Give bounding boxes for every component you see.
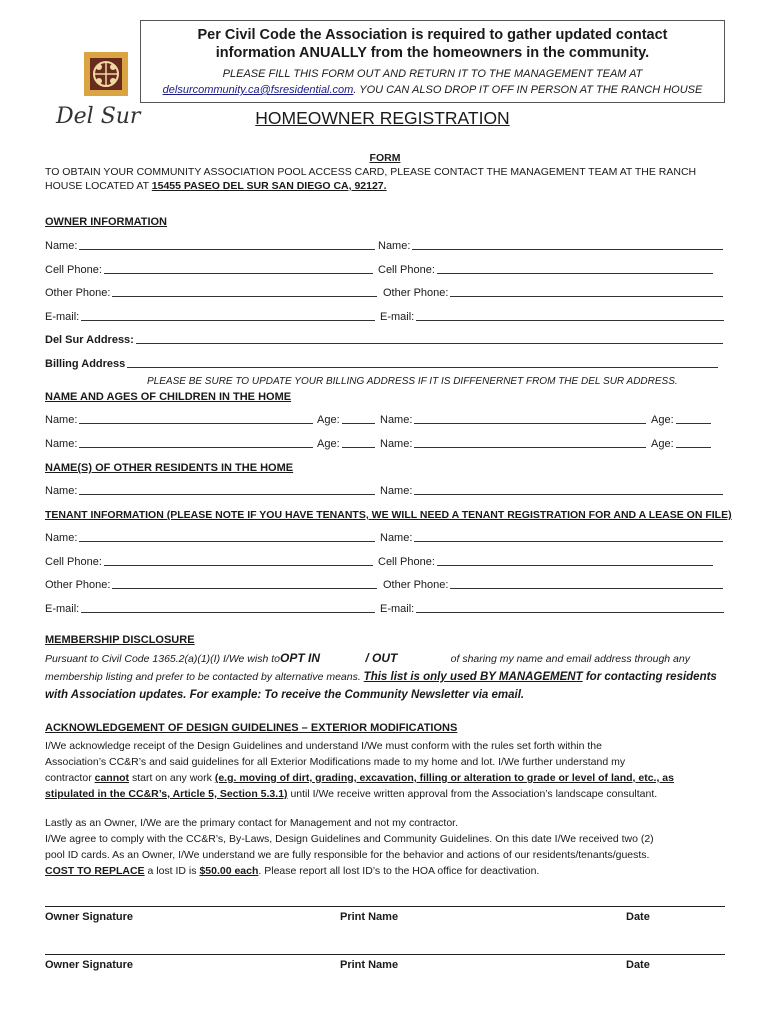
ack-bold-text: stipulated in the CC&R’s, Article 5, Section 5.3.1)	[45, 788, 288, 800]
field-label: Name:	[380, 414, 413, 426]
owner-signature-label-2: Owner Signature	[45, 959, 134, 971]
owner-other-phone-field-2[interactable]	[383, 287, 725, 299]
field-label: Cell Phone:	[378, 556, 435, 568]
owner-name-field-2[interactable]	[378, 240, 725, 252]
signature-line-1[interactable]	[45, 906, 725, 907]
replacement-price: $50.00 each	[199, 865, 259, 877]
ack-line	[45, 770, 725, 786]
resident-name-field-2[interactable]	[380, 485, 725, 497]
field-label: E-mail:	[45, 603, 80, 615]
owner-info-heading: OWNER INFORMATION	[45, 216, 168, 228]
notice-contact-rest: . YOU CAN ALSO DROP IT OFF IN PERSON AT THE RANCH HOUSE	[353, 84, 703, 96]
closing-line: pool ID cards. As an Owner, I/We understand we are fully responsible for the behavior and actions of our residents/tenants/guests.	[45, 849, 650, 861]
tenant-email-field-2[interactable]	[380, 603, 726, 615]
field-label: Other Phone:	[383, 287, 449, 299]
field-label: E-mail:	[380, 603, 415, 615]
child-age-field-4[interactable]	[651, 438, 713, 450]
other-residents-heading: NAME(S) OF OTHER RESIDENTS IN THE HOME	[45, 462, 294, 474]
ack-bold-text: (e.g. moving of dirt, grading, excavation, filling or alteration to grade or level of land, etc., as	[214, 772, 674, 784]
membership-text: Pursuant to Civil Code 1365.2(a)(1)(I) I/We wish to	[45, 653, 280, 665]
notice-contact	[141, 84, 724, 96]
ranch-house-address: 15455 PASEO DEL SUR SAN DIEGO CA, 92127.	[151, 180, 387, 192]
tenant-cell-field-1[interactable]	[45, 556, 375, 568]
children-heading: NAME AND AGES OF CHILDREN IN THE HOME	[45, 391, 292, 403]
opt-in-label: OPT IN	[279, 651, 320, 665]
ack-paragraph	[45, 738, 725, 802]
field-label: Name:	[378, 240, 411, 252]
child-name-field-3[interactable]	[45, 438, 315, 450]
field-label: Cell Phone:	[45, 264, 102, 276]
membership-text: of sharing my name and email address through any	[450, 653, 690, 665]
tenant-info-heading: TENANT INFORMATION (PLEASE NOTE IF YOU HAVE TENANTS, WE WILL NEED A TENANT REGISTRATION FOR AND A LEASE ON FILE)	[45, 509, 732, 521]
tenant-name-field-2[interactable]	[380, 532, 725, 544]
notice-instruction: PLEASE FILL THIS FORM OUT AND RETURN IT TO THE MANAGEMENT TEAM AT	[222, 68, 643, 80]
membership-heading: MEMBERSHIP DISCLOSURE	[45, 634, 195, 646]
child-name-field-1[interactable]	[45, 414, 315, 426]
field-label: Name:	[380, 485, 413, 497]
ack-cannot: cannot	[94, 772, 130, 784]
tenant-cell-field-2[interactable]	[378, 556, 715, 568]
child-age-field-2[interactable]	[651, 414, 713, 426]
date-label-1: Date	[626, 911, 650, 923]
ack-line: Association’s CC&R’s and said guidelines for all Exterior Modifications made to my home and lot. I/We further understand my	[45, 756, 626, 768]
notice-box	[140, 20, 725, 103]
notice-heading-line1: Per Civil Code the Association is required to gather updated contact	[197, 27, 668, 43]
closing-text: a lost ID is	[144, 865, 200, 877]
field-label: Age:	[317, 414, 340, 426]
field-label: E-mail:	[45, 311, 80, 323]
management-only-note: This list is only used BY MANAGEMENT	[363, 671, 583, 683]
ack-text: start on any work	[129, 772, 215, 784]
membership-line1	[45, 651, 690, 665]
closing-line: I/We agree to comply with the CC&R’s, By-Laws, Design Guidelines and Community Guidelines. On this date I/We received two (2)	[45, 833, 654, 845]
child-age-field-3[interactable]	[317, 438, 377, 450]
field-label: Age:	[651, 438, 674, 450]
field-label: Other Phone:	[45, 579, 111, 591]
date-label-2: Date	[626, 959, 650, 971]
child-age-field-1[interactable]	[317, 414, 377, 426]
print-name-label-1: Print Name	[340, 911, 399, 923]
billing-address-field[interactable]	[45, 358, 720, 370]
notice-heading-line2: information ANUALLY from the homeowners in the community.	[215, 45, 650, 61]
logo-wordmark: Del Sur	[56, 104, 141, 129]
membership-text: membership listing and prefer to be contacted by alternative means.	[45, 671, 364, 683]
intro-line1: TO OBTAIN YOUR COMMUNITY ASSOCIATION POOL ACCESS CARD, PLEASE CONTACT THE MANAGEMENT TEAM AT THE RANCH	[45, 166, 697, 178]
closing-paragraph	[45, 815, 725, 879]
field-label: Name:	[45, 414, 78, 426]
field-label: Age:	[317, 438, 340, 450]
field-label: Billing Address	[45, 358, 126, 370]
tenant-other-phone-field-2[interactable]	[383, 579, 725, 591]
intro-line2-text: HOUSE LOCATED AT	[45, 180, 152, 192]
owner-other-phone-field-1[interactable]	[45, 287, 379, 299]
field-label: E-mail:	[380, 311, 415, 323]
closing-text: . Please report all lost ID’s to the HOA office for deactivation.	[258, 865, 540, 877]
membership-text: for contacting residents	[582, 671, 717, 683]
opt-out-label: / OUT	[362, 651, 401, 665]
cost-to-replace: COST TO REPLACE	[45, 865, 145, 877]
child-name-field-2[interactable]	[380, 414, 648, 426]
ack-line	[45, 786, 725, 802]
field-label: Name:	[45, 438, 78, 450]
owner-cell-field-2[interactable]	[378, 264, 715, 276]
owner-signature-label-1: Owner Signature	[45, 911, 134, 923]
field-label: Name:	[380, 532, 413, 544]
field-label: Other Phone:	[45, 287, 111, 299]
ack-heading: ACKNOWLEDGEMENT OF DESIGN GUIDELINES – EXTERIOR MODIFICATIONS	[45, 722, 458, 734]
field-label: Cell Phone:	[378, 264, 435, 276]
print-name-label-2: Print Name	[340, 959, 399, 971]
owner-name-field-1[interactable]	[45, 240, 377, 252]
field-label: Name:	[45, 485, 78, 497]
intro-line2	[45, 180, 387, 192]
membership-line3: with Association updates. For example: To receive the Community Newsletter via email.	[45, 689, 525, 701]
resident-name-field-1[interactable]	[45, 485, 377, 497]
child-name-field-4[interactable]	[380, 438, 648, 450]
closing-line	[45, 863, 725, 879]
ack-text: until I/We receive written approval from the Association’s landscape consultant.	[287, 788, 658, 800]
closing-line: Lastly as an Owner, I/We are the primary contact for Management and not my contractor.	[45, 817, 459, 829]
field-label: Other Phone:	[383, 579, 449, 591]
tenant-other-phone-field-1[interactable]	[45, 579, 379, 591]
billing-note: PLEASE BE SURE TO UPDATE YOUR BILLING ADDRESS IF IT IS DIFFENERNET FROM THE DEL SUR ADDRESS.	[147, 376, 678, 387]
tenant-name-field-1[interactable]	[45, 532, 377, 544]
form-label: FORM	[369, 152, 401, 164]
tenant-email-field-1[interactable]	[45, 603, 377, 615]
owner-cell-field-1[interactable]	[45, 264, 375, 276]
page-title: HOMEOWNER REGISTRATION	[255, 108, 510, 128]
ack-text: contractor	[45, 772, 95, 784]
ack-line: I/We acknowledge receipt of the Design Guidelines and understand I/We must conform with the rules set forth within the	[45, 740, 602, 752]
field-label: Name:	[380, 438, 413, 450]
owner-email-field-1[interactable]	[45, 311, 377, 323]
membership-line2	[45, 671, 717, 683]
signature-line-2[interactable]	[45, 954, 725, 955]
management-email-link[interactable]: delsurcommunity.ca@fsresidential.com	[162, 84, 354, 96]
field-label: Name:	[45, 240, 78, 252]
field-label: Cell Phone:	[45, 556, 102, 568]
del-sur-address-field[interactable]	[45, 334, 725, 346]
owner-email-field-2[interactable]	[380, 311, 726, 323]
field-label: Age:	[651, 414, 674, 426]
field-label: Name:	[45, 532, 78, 544]
field-label: Del Sur Address:	[45, 334, 134, 346]
